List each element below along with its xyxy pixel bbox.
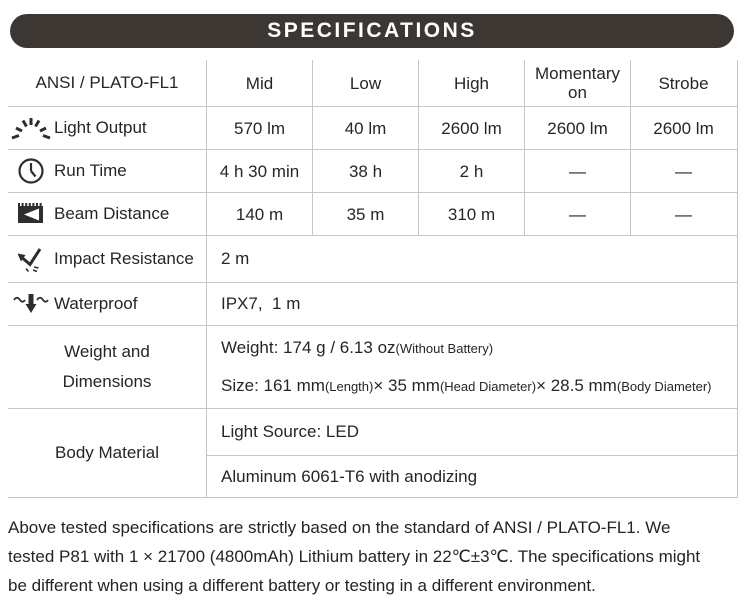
footnote <box>8 513 744 600</box>
table-header-row <box>8 60 737 107</box>
cell-impact-resistance-value: 2 m <box>206 236 737 282</box>
header-momentary-on: Momentary on <box>524 60 630 106</box>
row-label-weight-dimensions-line1: Weight and <box>64 342 150 361</box>
row-weight-dimensions <box>8 326 737 409</box>
header-high: High <box>418 60 524 106</box>
row-label-weight-dimensions-line2: Dimensions <box>62 372 152 391</box>
specifications-table <box>8 60 738 498</box>
cell-run-time-strobe: — <box>630 150 736 192</box>
row-label-beam-distance: Beam Distance <box>54 204 170 223</box>
weight-value-line: Weight: 174 g / 6.13 oz (Without Battery) <box>221 338 494 357</box>
cell-light-output-strobe: 2600 lm <box>630 107 736 149</box>
row-beam-distance <box>8 193 737 236</box>
footnote-line-2: tested P81 with 1 × 21700 (4800mAh) Lithium battery in 22℃±3℃. The specifications might <box>8 547 701 566</box>
cell-light-source: Light Source: LED <box>207 409 737 456</box>
cell-beam-distance-momentary: — <box>524 193 630 235</box>
cell-light-output-momentary: 2600 lm <box>524 107 630 149</box>
size-note-body-diameter: (Body Diameter) <box>616 378 712 394</box>
cell-run-time-mid: 4 h 30 min <box>206 150 312 192</box>
footnote-line-3: be different when using a different battery or testing in a different environment. <box>8 576 596 595</box>
impact-resistance-icon <box>8 246 54 272</box>
row-light-output <box>8 107 737 150</box>
beam-distance-icon <box>8 202 54 226</box>
header-standard: ANSI / PLATO-FL1 <box>35 73 179 92</box>
header-low: Low <box>312 60 418 106</box>
row-run-time <box>8 150 737 193</box>
cell-run-time-low: 38 h <box>312 150 418 192</box>
row-label-light-output: Light Output <box>54 118 147 137</box>
cell-run-time-high: 2 h <box>418 150 524 192</box>
cell-beam-distance-high: 310 m <box>418 193 524 235</box>
cell-beam-distance-low: 35 m <box>312 193 418 235</box>
weight-note: (Without Battery) <box>395 340 494 356</box>
header-strobe: Strobe <box>630 60 736 106</box>
row-label-impact-resistance: Impact Resistance <box>54 249 194 268</box>
row-label-body-material: Body Material <box>55 443 159 462</box>
row-impact-resistance <box>8 236 737 283</box>
size-note-length: (Length) <box>324 378 374 394</box>
light-output-icon <box>8 115 54 141</box>
row-waterproof <box>8 283 737 326</box>
page-title: SPECIFICATIONS <box>267 19 477 42</box>
run-time-icon <box>8 157 54 185</box>
cell-beam-distance-mid: 140 m <box>206 193 312 235</box>
size-note-head-diameter: (Head Diameter) <box>439 378 537 394</box>
row-label-run-time: Run Time <box>54 161 127 180</box>
cell-run-time-momentary: — <box>524 150 630 192</box>
cell-material: Aluminum 6061-T6 with anodizing <box>221 466 478 486</box>
cell-light-output-low: 40 lm <box>312 107 418 149</box>
cell-light-output-high: 2600 lm <box>418 107 524 149</box>
footnote-line-1: Above tested specifications are strictly based on the standard of ANSI / PLATO-FL1. We <box>8 518 671 537</box>
cell-light-output-mid: 570 lm <box>206 107 312 149</box>
row-label-waterproof: Waterproof <box>54 294 138 313</box>
row-body-material <box>8 409 737 498</box>
title-bar <box>10 14 734 48</box>
waterproof-icon <box>8 292 54 316</box>
cell-beam-distance-strobe: — <box>630 193 736 235</box>
size-value-line: Size: 161 mm (Length) × 35 mm (Head Diameter) × 28.5 mm (Body Diameter) <box>221 376 712 395</box>
cell-waterproof-value: IPX7, 1 m <box>206 283 737 325</box>
header-mid: Mid <box>206 60 312 106</box>
